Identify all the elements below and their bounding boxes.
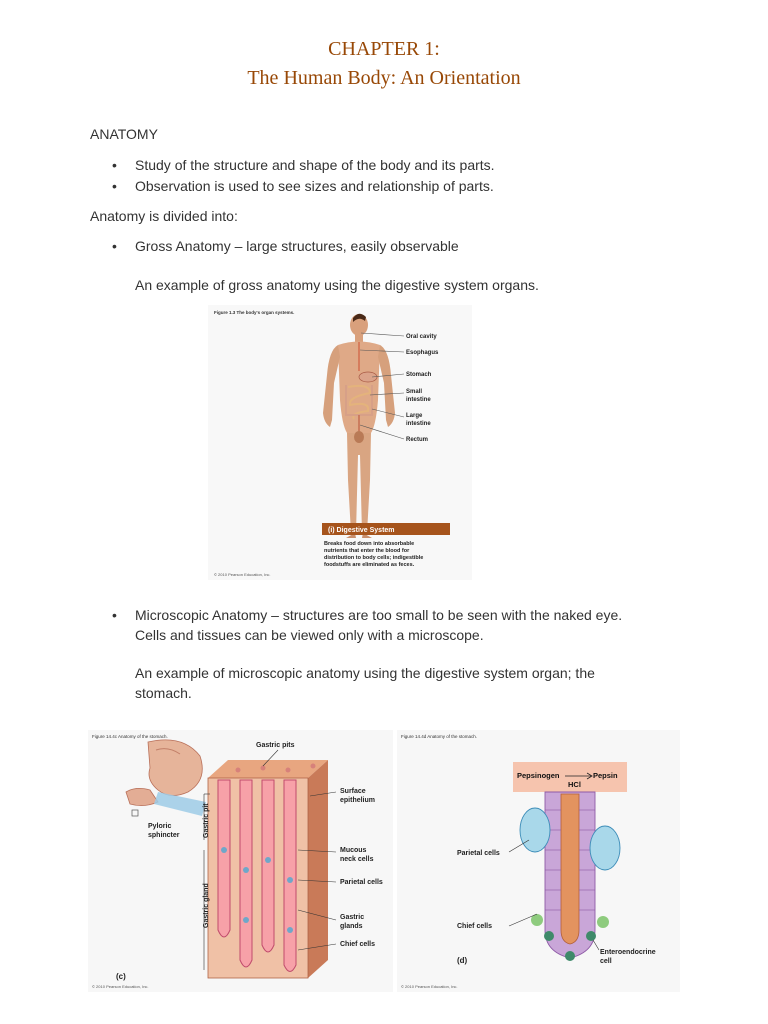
figure-caption: Figure 14.4d Anatomy of the stomach. bbox=[401, 734, 478, 739]
list-item-text: Microscopic Anatomy – structures are too small to be seen with the naked eye. bbox=[135, 607, 623, 623]
box-desc-line: distribution to body cells; indigestible bbox=[324, 555, 424, 561]
label-mucous: Mucous bbox=[340, 847, 367, 854]
label-small-intestine: intestine bbox=[406, 397, 431, 403]
label-large-intestine: intestine bbox=[406, 421, 431, 427]
label-rectum: Rectum bbox=[406, 437, 429, 443]
anatomy-heading: ANATOMY bbox=[90, 126, 158, 142]
figure-copyright: © 2010 Pearson Education, Inc. bbox=[92, 984, 149, 989]
microscopic-example-line1: An example of microscopic anatomy using the digestive system organ; the bbox=[135, 665, 595, 681]
label-esophagus: Esophagus bbox=[406, 350, 439, 356]
box-title: (i) Digestive System bbox=[328, 527, 395, 534]
label-pepsinogen: Pepsinogen bbox=[517, 771, 560, 780]
box-desc-line: nutrients that enter the blood for bbox=[324, 548, 410, 554]
stomach-gastric-glands-figure bbox=[88, 730, 393, 992]
chapter-title: The Human Body: An Orientation bbox=[247, 67, 521, 89]
microscopic-example-line2: stomach. bbox=[135, 685, 192, 701]
figure-caption: Figure 14.4c Anatomy of the stomach. bbox=[92, 734, 168, 739]
label-oral-cavity: Oral cavity bbox=[406, 334, 437, 340]
label-gastric-gland-vertical: Gastric gland bbox=[203, 883, 210, 928]
label-epithelium: epithelium bbox=[340, 797, 376, 804]
label-stomach: Stomach bbox=[406, 372, 432, 378]
label-large: Large bbox=[406, 413, 423, 419]
bullet-dot: • bbox=[112, 238, 117, 254]
chapter-label: CHAPTER 1: bbox=[328, 38, 440, 60]
label-hcl: HCl bbox=[568, 780, 581, 789]
label-chief-cells: Chief cells bbox=[457, 923, 493, 930]
bullet-dot: • bbox=[112, 607, 117, 623]
label-parietal-cells: Parietal cells bbox=[457, 850, 500, 857]
gastric-gland-cells-figure bbox=[397, 730, 680, 992]
divided-text: Anatomy is divided into: bbox=[90, 208, 238, 224]
figure-caption: Figure 1.3 The body's organ systems. bbox=[214, 310, 295, 315]
list-item-text: Study of the structure and shape of the body and its parts. bbox=[135, 157, 495, 173]
label-sphincter: sphincter bbox=[148, 832, 180, 839]
panel-label-c: (c) bbox=[116, 972, 126, 981]
microscopic-line2: Cells and tissues can be viewed only with a microscope. bbox=[135, 627, 484, 643]
label-gastric-pits: Gastric pits bbox=[256, 742, 295, 749]
label-glands: glands bbox=[340, 923, 363, 930]
list-item-text: Observation is used to see sizes and relationship of parts. bbox=[135, 178, 494, 194]
label-enteroendocrine: Enteroendocrine bbox=[600, 949, 656, 956]
label-small: Small bbox=[406, 389, 423, 395]
bullet-dot: • bbox=[112, 157, 117, 173]
label-pyloric: Pyloric bbox=[148, 823, 172, 830]
label-surface: Surface bbox=[340, 788, 366, 795]
box-desc-line: foodstuffs are eliminated as feces. bbox=[324, 562, 415, 568]
label-neck-cells: neck cells bbox=[340, 856, 374, 863]
tissue-block bbox=[208, 760, 328, 978]
label-gastric: Gastric bbox=[340, 914, 365, 921]
label-gastric-pit-vertical: Gastric pit bbox=[203, 803, 210, 838]
digestive-system-figure bbox=[208, 305, 472, 580]
label-enteroendocrine-cell: cell bbox=[600, 958, 612, 965]
label-chief-cells: Chief cells bbox=[340, 941, 376, 948]
box-desc-line: Breaks food down into absorbable bbox=[324, 541, 415, 547]
list-item-text: Gross Anatomy – large structures, easily observable bbox=[135, 238, 459, 254]
label-pepsin: Pepsin bbox=[593, 771, 618, 780]
panel-label-d: (d) bbox=[457, 956, 468, 965]
figure-copyright: © 2010 Pearson Education, Inc. bbox=[401, 984, 458, 989]
bullet-dot: • bbox=[112, 178, 117, 194]
label-parietal-cells: Parietal cells bbox=[340, 879, 383, 886]
figure-copyright: © 2010 Pearson Education, Inc. bbox=[214, 572, 271, 577]
gross-example-text: An example of gross anatomy using the digestive system organs. bbox=[135, 277, 539, 293]
